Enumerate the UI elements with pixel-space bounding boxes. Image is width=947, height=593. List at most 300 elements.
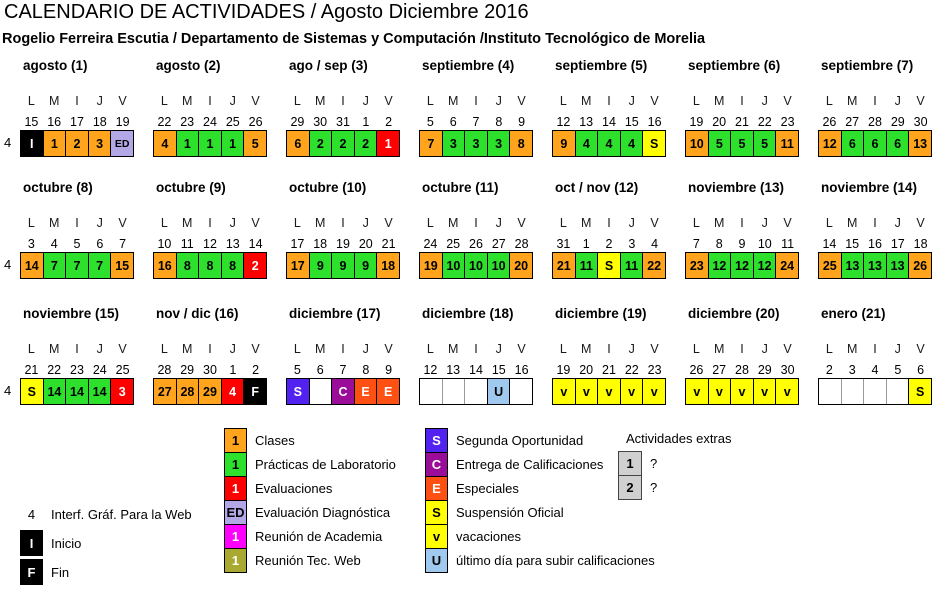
date-label: 25 xyxy=(115,363,130,377)
day-header: J xyxy=(628,94,635,108)
legend-swatch: 1 xyxy=(224,452,247,477)
day-header: M xyxy=(181,216,193,230)
date-label: 29 xyxy=(290,115,305,129)
day-header: V xyxy=(384,342,393,356)
date-row xyxy=(818,115,932,128)
day-header: V xyxy=(650,342,659,356)
activity-cell: E xyxy=(354,379,377,404)
activity-cell: 23 xyxy=(686,253,708,278)
day-header: I xyxy=(208,216,212,230)
day-header-row xyxy=(818,216,932,229)
day-header-row xyxy=(685,216,799,229)
day-header: L xyxy=(27,216,35,230)
activity-cell: 13 xyxy=(841,253,864,278)
week-block xyxy=(415,177,548,303)
activity-cell: 20 xyxy=(509,253,532,278)
date-label: 18 xyxy=(313,237,328,251)
date-label: 29 xyxy=(757,363,772,377)
week-title: diciembre (17) xyxy=(289,306,381,321)
activity-cell: 12 xyxy=(708,253,731,278)
activity-cell xyxy=(863,379,886,404)
week-title: agosto (1) xyxy=(23,58,88,73)
date-label: 5 xyxy=(293,363,301,377)
week-title: ago / sep (3) xyxy=(289,58,368,73)
date-label: 17 xyxy=(290,237,305,251)
day-header: I xyxy=(607,216,611,230)
activity-cell: S xyxy=(642,131,665,156)
activity-cell: 4 xyxy=(597,131,620,156)
date-label: 15 xyxy=(491,363,506,377)
week-title: septiembre (7) xyxy=(821,58,914,73)
activity-cell xyxy=(420,379,442,404)
day-header: M xyxy=(48,216,60,230)
day-header: J xyxy=(894,94,901,108)
date-label: 14 xyxy=(248,237,263,251)
week-block xyxy=(282,55,415,177)
day-header: M xyxy=(181,94,193,108)
day-header: V xyxy=(251,216,260,230)
week-block xyxy=(681,177,814,303)
date-label: 16 xyxy=(47,115,62,129)
activity-cell: 3 xyxy=(487,131,510,156)
day-header: J xyxy=(761,342,768,356)
activity-cell: v xyxy=(753,379,776,404)
legend-swatch: C xyxy=(425,452,448,477)
legend-label: Especiales xyxy=(456,481,519,496)
date-label: 20 xyxy=(358,237,373,251)
legend-swatch: 2 xyxy=(618,475,642,500)
date-label: 12 xyxy=(556,115,571,129)
day-header: M xyxy=(846,94,858,108)
legend-swatch: 1 xyxy=(224,428,247,453)
day-header-row xyxy=(286,342,400,355)
activity-cell: 14 xyxy=(43,379,66,404)
day-header: M xyxy=(48,342,60,356)
legend-item xyxy=(618,475,657,500)
day-header: J xyxy=(96,94,103,108)
activity-cell: 7 xyxy=(43,253,66,278)
day-header: I xyxy=(873,94,877,108)
day-header-row xyxy=(552,94,666,107)
activity-cell: v xyxy=(575,379,598,404)
day-header: M xyxy=(580,216,592,230)
date-label: 19 xyxy=(556,363,571,377)
day-header: V xyxy=(118,216,127,230)
date-row xyxy=(552,237,666,250)
web-row-label: 4 xyxy=(4,135,12,150)
day-header: V xyxy=(251,94,260,108)
date-row xyxy=(685,363,799,376)
activity-cell: F xyxy=(243,379,266,404)
activity-cell: 11 xyxy=(575,253,598,278)
day-header: J xyxy=(229,94,236,108)
week-block xyxy=(548,177,681,303)
date-label: 3 xyxy=(628,237,636,251)
day-header: J xyxy=(229,342,236,356)
activity-cell: v xyxy=(708,379,731,404)
day-header: M xyxy=(181,342,193,356)
day-header-row xyxy=(552,342,666,355)
date-label: 23 xyxy=(180,115,195,129)
legend-general xyxy=(20,501,192,588)
activity-cell: ED xyxy=(110,131,133,156)
week-block xyxy=(681,303,814,405)
activity-cell: 9 xyxy=(309,253,332,278)
date-label: 15 xyxy=(24,115,39,129)
activity-cell: 13 xyxy=(863,253,886,278)
day-header-row xyxy=(818,342,932,355)
legend-swatch: 1 xyxy=(618,451,642,476)
date-label: 1 xyxy=(582,237,590,251)
day-header: V xyxy=(916,94,925,108)
activity-cell: 9 xyxy=(553,131,575,156)
day-header: I xyxy=(341,342,345,356)
activity-cell: 13 xyxy=(908,131,931,156)
day-header-row xyxy=(20,342,134,355)
activity-cell xyxy=(509,379,532,404)
day-header: V xyxy=(916,342,925,356)
date-label: 19 xyxy=(336,237,350,251)
day-header: M xyxy=(314,342,326,356)
day-header: M xyxy=(580,94,592,108)
legend-item xyxy=(20,501,192,527)
activity-cell: U xyxy=(487,379,510,404)
date-label: 30 xyxy=(313,115,328,129)
date-row xyxy=(286,237,400,250)
date-label: 24 xyxy=(423,237,438,251)
day-header: L xyxy=(426,342,434,356)
activity-cell: S xyxy=(908,379,931,404)
activity-strip xyxy=(685,252,799,279)
day-header: L xyxy=(825,342,833,356)
date-row xyxy=(20,363,134,376)
activity-cell: 5 xyxy=(753,131,776,156)
activity-cell: 11 xyxy=(775,131,798,156)
day-header: V xyxy=(783,94,792,108)
legend-activity-types xyxy=(224,428,396,573)
day-header: I xyxy=(341,94,345,108)
date-label: 14 xyxy=(602,115,616,129)
day-header-row xyxy=(818,94,932,107)
date-label: 1 xyxy=(229,363,237,377)
date-label: 27 xyxy=(845,115,860,129)
activity-cell: 5 xyxy=(243,131,266,156)
day-header: I xyxy=(873,342,877,356)
activity-strip xyxy=(153,378,267,405)
date-row xyxy=(286,363,400,376)
date-row xyxy=(20,115,134,128)
day-header-row xyxy=(685,94,799,107)
date-label: 28 xyxy=(735,363,749,377)
date-label: 25 xyxy=(225,115,240,129)
activity-cell: 1 xyxy=(176,131,199,156)
date-label: 8 xyxy=(495,115,503,129)
week-title: noviembre (13) xyxy=(688,180,785,195)
activity-cell: v xyxy=(553,379,575,404)
date-label: 4 xyxy=(50,237,58,251)
legend-item xyxy=(224,452,396,477)
date-row xyxy=(685,237,799,250)
day-header-row xyxy=(419,216,533,229)
date-label: 7 xyxy=(119,237,127,251)
date-label: 7 xyxy=(339,363,347,377)
activity-cell: 6 xyxy=(841,131,864,156)
activity-cell: 7 xyxy=(88,253,111,278)
activity-cell xyxy=(442,379,465,404)
day-header: J xyxy=(894,342,901,356)
day-header-row xyxy=(153,216,267,229)
activity-cell: 21 xyxy=(553,253,575,278)
activity-cell: S xyxy=(597,253,620,278)
date-label: 19 xyxy=(115,115,130,129)
date-label: 25 xyxy=(446,237,461,251)
day-header-row xyxy=(286,94,400,107)
date-label: 9 xyxy=(738,237,746,251)
day-header: J xyxy=(628,342,635,356)
week-block xyxy=(149,55,282,177)
legend-label: ? xyxy=(650,456,658,471)
activity-cell: 17 xyxy=(287,253,309,278)
week-title: septiembre (5) xyxy=(555,58,648,73)
day-header: M xyxy=(580,342,592,356)
day-header: I xyxy=(75,94,79,108)
legend-item xyxy=(20,559,192,585)
legend-label: vacaciones xyxy=(456,529,522,544)
activity-cell: 7 xyxy=(65,253,88,278)
week-title: noviembre (15) xyxy=(23,306,120,321)
day-header: I xyxy=(474,94,478,108)
week-block xyxy=(282,303,415,405)
day-header: L xyxy=(426,216,434,230)
day-header: I xyxy=(474,342,478,356)
day-header: L xyxy=(825,216,833,230)
activity-cell: 4 xyxy=(575,131,598,156)
legend-swatch: U xyxy=(425,548,448,573)
activity-cell: 1 xyxy=(221,131,244,156)
legend-label: Fin xyxy=(51,564,70,580)
week-block xyxy=(415,55,548,177)
day-header: V xyxy=(517,342,526,356)
activity-cell: 2 xyxy=(309,131,332,156)
activity-strip xyxy=(153,252,267,279)
date-row xyxy=(153,363,267,376)
day-header: L xyxy=(426,94,434,108)
date-label: 26 xyxy=(248,115,263,129)
date-label: 30 xyxy=(203,363,217,377)
date-label: 5 xyxy=(894,363,902,377)
activity-strip xyxy=(286,130,400,157)
date-label: 30 xyxy=(780,363,795,377)
week-block xyxy=(814,55,947,177)
date-label: 16 xyxy=(647,115,662,129)
date-label: 9 xyxy=(385,363,393,377)
date-label: 14 xyxy=(822,237,837,251)
day-header-row xyxy=(685,342,799,355)
activity-cell: E xyxy=(376,379,399,404)
activity-cell: v xyxy=(620,379,643,404)
day-header: J xyxy=(362,94,369,108)
date-row xyxy=(419,237,533,250)
day-header: V xyxy=(916,216,925,230)
date-label: 18 xyxy=(92,115,107,129)
date-label: 4 xyxy=(651,237,659,251)
legend-swatch: 1 xyxy=(224,476,247,501)
activity-strip xyxy=(419,252,533,279)
activity-cell: 5 xyxy=(708,131,731,156)
day-header: I xyxy=(607,342,611,356)
day-header: V xyxy=(384,94,393,108)
date-row xyxy=(818,363,932,376)
week-block xyxy=(16,177,149,303)
date-label: 29 xyxy=(180,363,195,377)
day-header: L xyxy=(27,94,35,108)
week-title: diciembre (19) xyxy=(555,306,647,321)
day-header: M xyxy=(314,216,326,230)
date-label: 11 xyxy=(781,237,795,251)
activity-cell: S xyxy=(21,379,43,404)
date-label: 7 xyxy=(472,115,480,129)
date-label: 4 xyxy=(871,363,879,377)
legend-label: Interf. Gráf. Para la Web xyxy=(51,506,192,522)
day-header-row xyxy=(552,216,666,229)
activity-cell xyxy=(309,379,332,404)
day-header: V xyxy=(118,94,127,108)
day-header: M xyxy=(447,342,459,356)
day-header: V xyxy=(517,216,526,230)
date-row xyxy=(419,363,533,376)
day-header: L xyxy=(293,342,301,356)
activity-cell: 6 xyxy=(863,131,886,156)
activity-cell: 28 xyxy=(176,379,199,404)
activity-cell: 3 xyxy=(464,131,487,156)
activity-cell: 1 xyxy=(43,131,66,156)
legend-swatch: I xyxy=(20,530,43,556)
legend-label: Inicio xyxy=(51,535,82,551)
week-block xyxy=(16,55,149,177)
day-header: J xyxy=(229,216,236,230)
day-header: I xyxy=(607,94,611,108)
activity-cell: 1 xyxy=(198,131,221,156)
activity-cell: 24 xyxy=(775,253,798,278)
activity-cell: 9 xyxy=(331,253,354,278)
legend-item xyxy=(224,476,396,501)
day-header: I xyxy=(740,342,744,356)
day-header: L xyxy=(160,342,168,356)
date-label: 28 xyxy=(868,115,882,129)
date-row xyxy=(153,237,267,250)
week-block xyxy=(282,177,415,303)
date-label: 11 xyxy=(180,237,194,251)
day-header: I xyxy=(341,216,345,230)
activity-cell: 12 xyxy=(753,253,776,278)
day-header: L xyxy=(692,342,700,356)
activity-cell xyxy=(886,379,909,404)
activity-cell: 4 xyxy=(154,131,176,156)
date-label: 8 xyxy=(362,363,370,377)
date-row xyxy=(818,237,932,250)
day-header-row xyxy=(286,216,400,229)
activity-cell: 3 xyxy=(110,379,133,404)
day-header: L xyxy=(825,94,833,108)
day-header: V xyxy=(650,216,659,230)
legend-label: último día para subir calificaciones xyxy=(456,553,655,568)
activity-cell: 29 xyxy=(198,379,221,404)
day-header: I xyxy=(75,216,79,230)
day-header: J xyxy=(362,342,369,356)
date-label: 20 xyxy=(712,115,727,129)
activity-cell: 15 xyxy=(110,253,133,278)
date-label: 13 xyxy=(446,363,461,377)
activity-cell xyxy=(819,379,841,404)
day-header-row xyxy=(20,94,134,107)
activity-cell: S xyxy=(287,379,309,404)
activity-cell: 9 xyxy=(354,253,377,278)
date-label: 12 xyxy=(203,237,217,251)
day-header: J xyxy=(495,216,502,230)
day-header: L xyxy=(160,94,168,108)
activity-cell: 10 xyxy=(686,131,708,156)
legend-special-days xyxy=(425,428,658,573)
date-label: 6 xyxy=(917,363,925,377)
day-header-row xyxy=(153,342,267,355)
date-label: 3 xyxy=(848,363,856,377)
date-label: 24 xyxy=(203,115,217,129)
date-label: 23 xyxy=(647,363,662,377)
week-block xyxy=(149,303,282,405)
date-label: 22 xyxy=(47,363,62,377)
activity-cell: 10 xyxy=(464,253,487,278)
date-label: 18 xyxy=(913,237,928,251)
page-title: CALENDARIO DE ACTIVIDADES / Agosto Diciembre 2016 xyxy=(4,1,529,23)
day-header: L xyxy=(27,342,35,356)
day-header: M xyxy=(314,94,326,108)
day-header: V xyxy=(384,216,393,230)
date-label: 5 xyxy=(73,237,81,251)
web-row-label: 4 xyxy=(4,383,12,398)
legend-label: Suspensión Oficial xyxy=(456,505,564,520)
activity-strip xyxy=(419,378,533,405)
date-label: 23 xyxy=(70,363,84,377)
activity-cell: 3 xyxy=(88,131,111,156)
date-label: 17 xyxy=(890,237,905,251)
activity-cell: 27 xyxy=(154,379,176,404)
date-label: 10 xyxy=(757,237,772,251)
day-header: L xyxy=(559,342,567,356)
date-label: 24 xyxy=(92,363,107,377)
date-label: 2 xyxy=(605,237,613,251)
day-header: M xyxy=(48,94,60,108)
legend-item xyxy=(20,530,192,556)
date-label: 21 xyxy=(381,237,396,251)
legend-label: Reunión Tec. Web xyxy=(255,553,361,568)
day-header: I xyxy=(208,94,212,108)
date-label: 31 xyxy=(556,237,571,251)
day-header: L xyxy=(559,94,567,108)
day-header: V xyxy=(118,342,127,356)
date-label: 13 xyxy=(579,115,594,129)
activity-strip xyxy=(552,130,666,157)
date-label: 27 xyxy=(712,363,727,377)
day-header: L xyxy=(293,216,301,230)
activity-cell: 8 xyxy=(198,253,221,278)
date-row xyxy=(419,115,533,128)
day-header: V xyxy=(650,94,659,108)
legend-swatch: F xyxy=(20,559,43,585)
day-header: V xyxy=(517,94,526,108)
activity-cell: 8 xyxy=(509,131,532,156)
date-label: 5 xyxy=(426,115,434,129)
date-label: 9 xyxy=(518,115,526,129)
